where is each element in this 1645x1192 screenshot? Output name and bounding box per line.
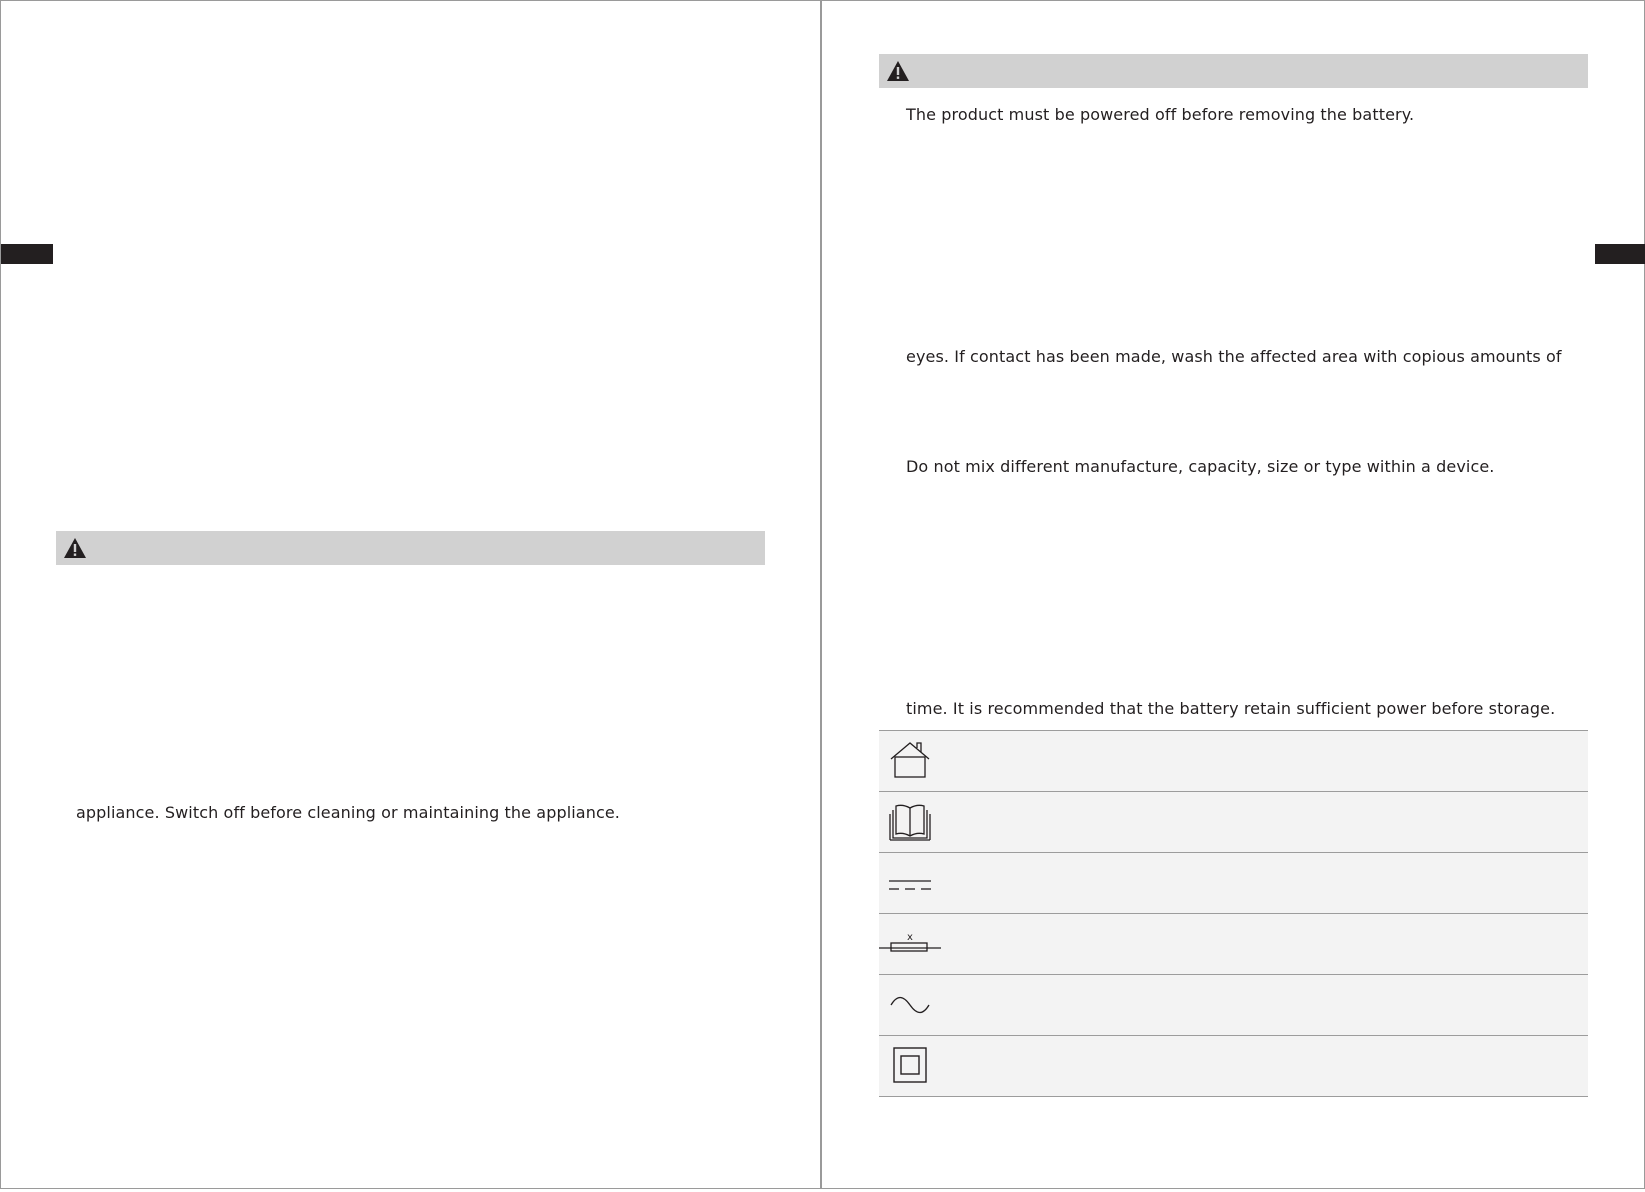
section-tab-marker (1595, 244, 1645, 264)
warning-header-bar (56, 531, 765, 565)
left-page (0, 0, 822, 1189)
warning-triangle-icon (886, 60, 910, 82)
symbol-row (879, 1036, 1588, 1097)
warning-triangle-icon (63, 537, 87, 559)
section-tab-marker (1, 244, 53, 264)
symbols-table (879, 730, 1588, 1097)
body-text-line: The product must be powered off before removing the battery. (906, 105, 1415, 124)
symbol-row (879, 914, 1588, 975)
double-insulation-icon (893, 1047, 927, 1083)
symbol-row (879, 792, 1588, 853)
svg-text:x: x (907, 932, 913, 943)
body-text-line: eyes. If contact has been made, wash the affected area with copious amounts of (906, 347, 1562, 366)
body-text-line: appliance. Switch off before cleaning or maintaining the appliance. (76, 803, 620, 822)
warning-header-bar (879, 54, 1588, 88)
body-text-line: Do not mix different manufacture, capacity, size or type within a device. (906, 457, 1495, 476)
symbol-row (879, 853, 1588, 914)
body-text-line: time. It is recommended that the battery retain sufficient power before storage. (906, 699, 1556, 718)
fuse-icon (879, 932, 941, 954)
symbol-row (879, 731, 1588, 792)
house-icon (889, 741, 931, 779)
symbol-row (879, 975, 1588, 1036)
manual-book-icon (889, 802, 931, 842)
right-page (822, 0, 1645, 1189)
direct-current-icon (888, 878, 932, 892)
alternating-current-icon (889, 995, 931, 1015)
